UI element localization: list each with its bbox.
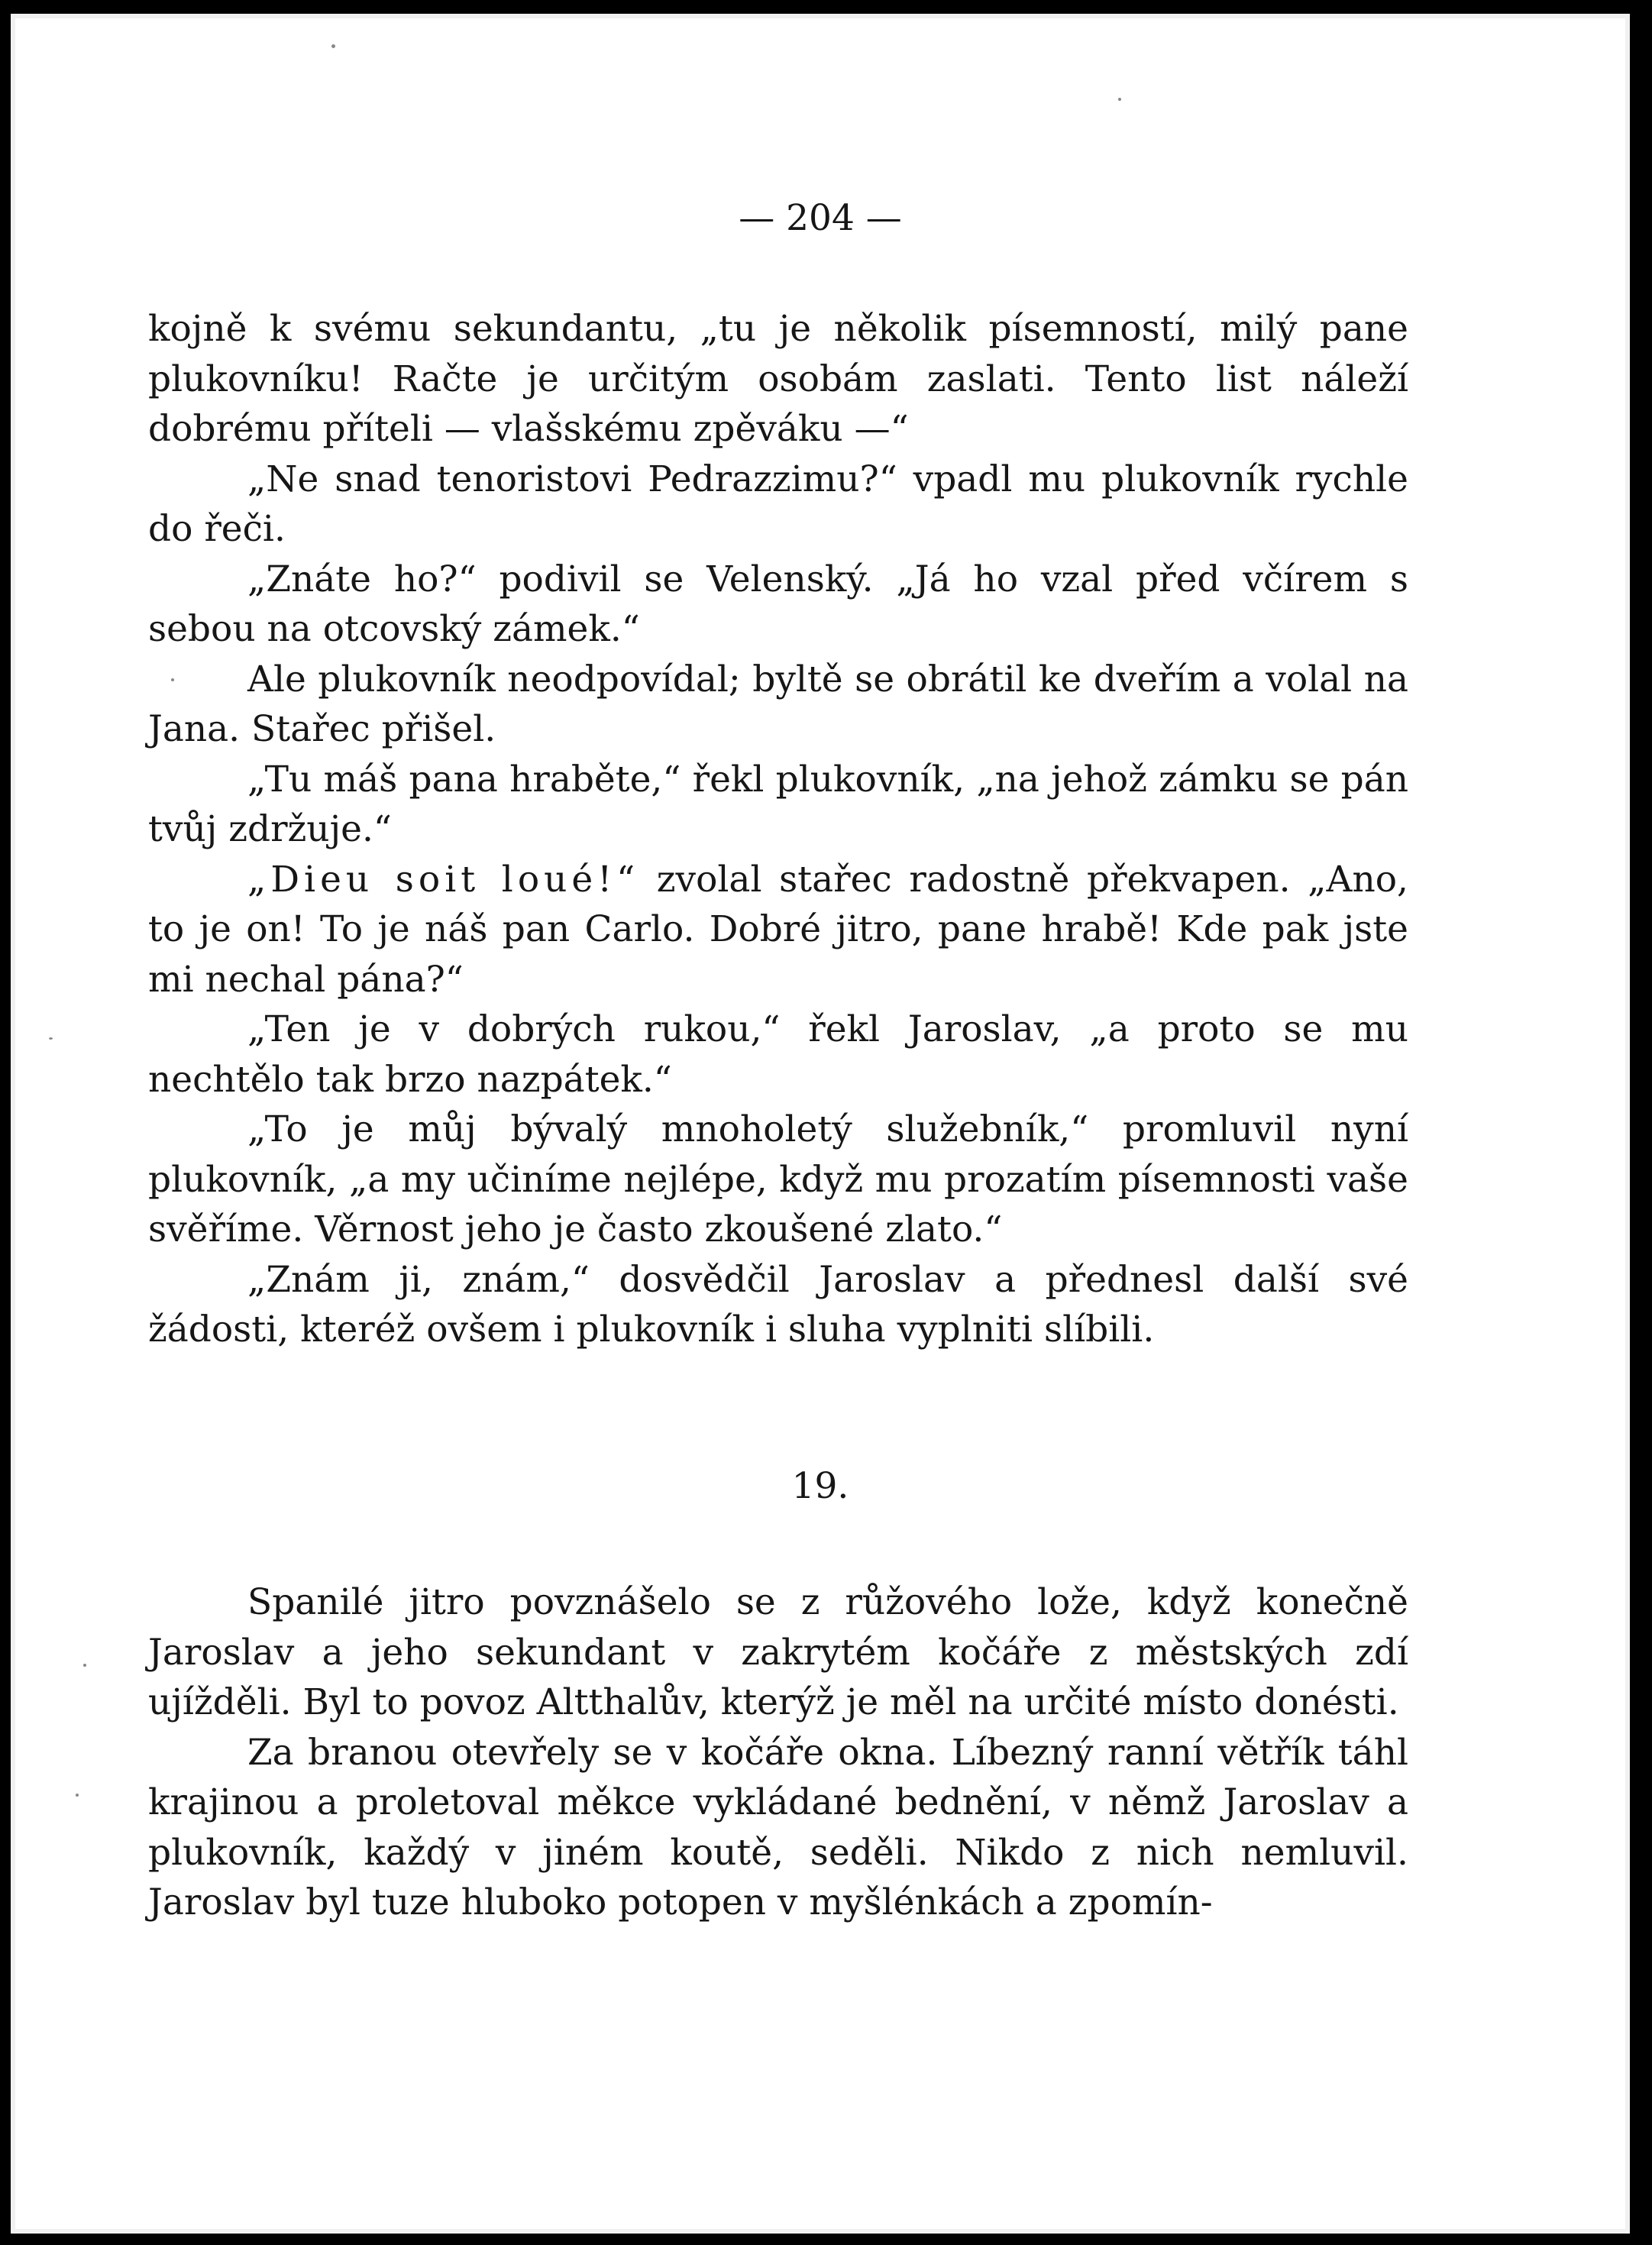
paragraph: „Znáte ho?“ podivil se Velenský. „Já ho vzal před včírem s sebou na otcovský zámek.“ [148, 558, 1408, 650]
paragraph: „To je můj bývalý mnoholetý služebník,“ promluvil nyní plukovník, „a my učiníme nejlépe, když mu prozatím písemnosti vaše svěříme. Věrnost jeho je často zkoušené zlato.“ [148, 1108, 1408, 1250]
page-number: — 204 — [739, 197, 902, 239]
paragraph: Za branou otevřely se v kočáře okna. Líbezný ranní větřík táhl krajinou a proletoval měkce vykládané bednění, v němž Jaroslav a plukovník, každý v jiném koutě, seděli. Nikdo z nich nemluvil. Jaroslav byl tuze hluboko potopen v myšlénkách a zpomín- [148, 1731, 1408, 1923]
paper-speck [49, 1037, 53, 1040]
paragraph: Spanilé jitro povznášelo se z růžového lože, když konečně Jaroslav a jeho sekundant v zakrytém kočáře z městských zdí ujížděli. Byl to povoz Altthalův, kterýž je měl na určité místo donésti. [148, 1581, 1408, 1723]
paragraph: „Tu máš pana hraběte,“ řekl plukovník, „na jehož zámku se pán tvůj zdržuje.“ [148, 758, 1408, 850]
paragraph [148, 855, 1408, 1005]
paragraph: „Ne snad tenoristovi Pedrazzimu?“ vpadl mu plukovník rychle do řeči. [148, 458, 1408, 550]
paragraph-rest: zvolal stařec radostně překvapen. „Ano, to je on! To je náš pan Carlo. Dobré jitro, pane hrabě! Kde pak jste mi nechal pána?“ [148, 858, 1408, 1001]
book-page [11, 14, 1630, 2234]
paper-speck [1118, 98, 1121, 101]
spaced-french-phrase: „Dieu soit loué!“ [247, 858, 640, 901]
paragraph: Ale plukovník neodpovídal; byltě se obrátil ke dveřím a volal na Jana. Stařec přišel. [148, 658, 1408, 750]
paper-speck [83, 1664, 86, 1667]
paragraph: „Ten je v dobrých rukou,“ řekl Jaroslav, „a proto se mu nechtělo tak brzo nazpátek.“ [148, 1008, 1408, 1101]
paragraph: kojně k svému sekundantu, „tu je několik písemností, milý pane plukovníku! Račte je určitým osobám zaslati. Tento list náleží dobrému příteli — vlašskému zpěváku —“ [148, 308, 1408, 450]
paper-speck [76, 1794, 79, 1797]
chapter-number: 19. [791, 1465, 849, 1507]
body-text-section-one [148, 304, 1408, 1355]
paper-speck [331, 44, 335, 48]
body-text-section-two [148, 1577, 1408, 1928]
paragraph: „Znám ji, znám,“ dosvědčil Jaroslav a přednesl další své žádosti, kteréž ovšem i plukovník i sluha vyplniti slíbili. [148, 1258, 1408, 1351]
